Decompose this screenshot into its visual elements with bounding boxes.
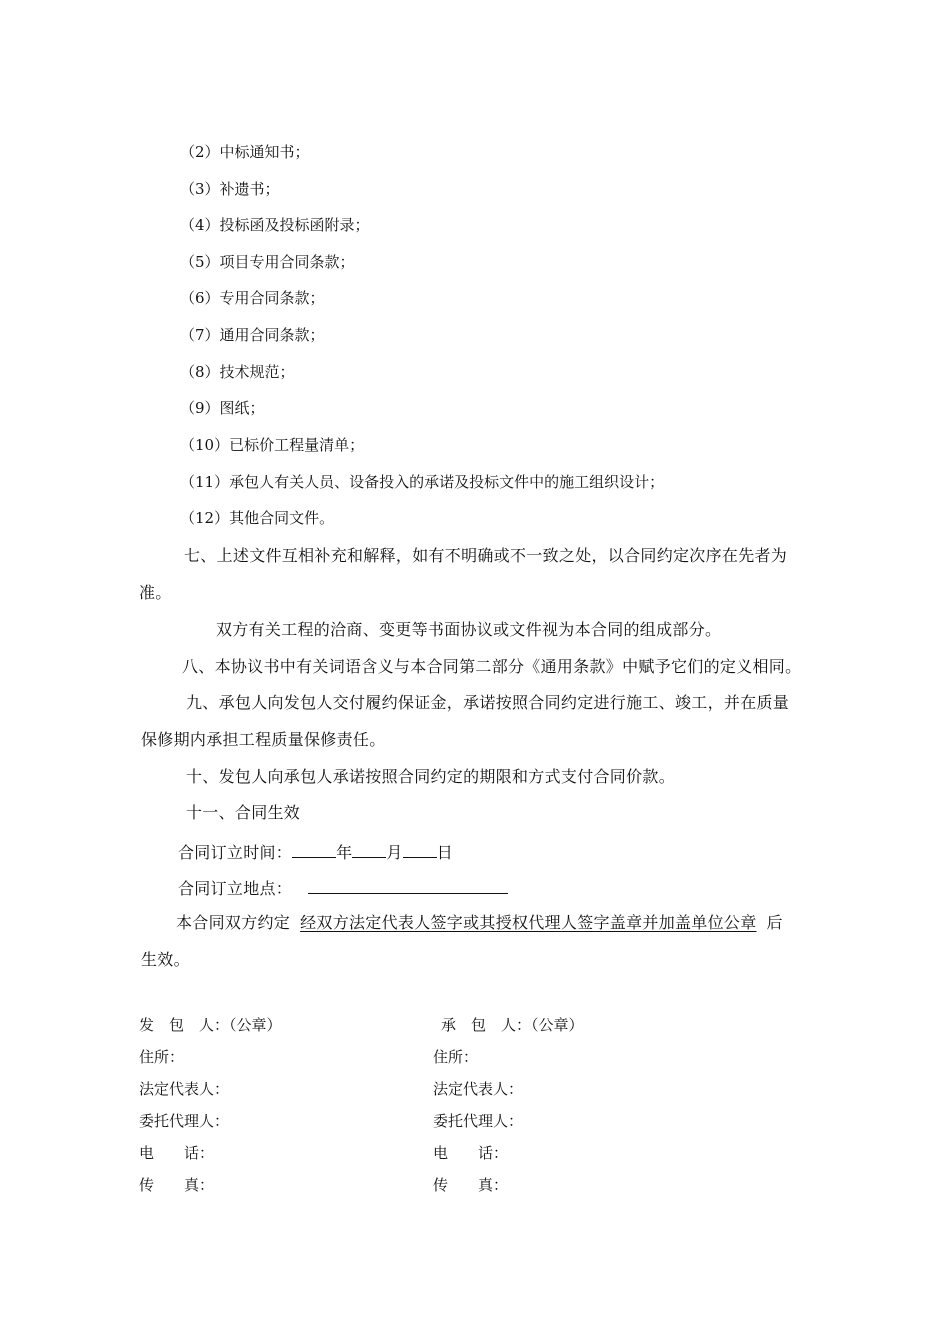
clause-seven-line1: 七、上述文件互相补充和解释，如有不明确或不一致之处，以合同约定次序在先者为 [184,546,788,565]
party-b-title: 承 包 人：（公章） [441,1016,584,1034]
list-item-2: （2）中标通知书； [180,143,310,161]
effect-line1 [176,913,783,933]
month-label: 月 [386,843,403,862]
party-a-legal-rep: 法定代表人： [139,1080,230,1098]
party-b-agent: 委托代理人： [433,1112,524,1130]
signing-time-row [178,840,453,863]
list-item-7: （7）通用合同条款； [180,326,325,344]
party-b-legal-rep: 法定代表人： [433,1080,524,1098]
list-item-4: （4）投标函及投标函附录； [180,216,370,234]
clause-nine-line1: 九、承包人向发包人交付履约保证金，承诺按照合同约定进行施工、竣工，并在质量 [186,693,790,712]
clause-seven-line2: 准。 [139,583,172,602]
day-blank[interactable] [403,840,437,858]
effect-suffix: 后 [766,913,783,932]
clause-eleven: 十一、合同生效 [186,803,301,822]
signing-place-row [178,876,508,899]
party-a-title: 发 包 人：（公章） [139,1016,282,1034]
list-item-11: （11）承包人有关人员、设备投入的承诺及投标文件中的施工组织设计； [180,473,665,491]
party-a-agent: 委托代理人： [139,1112,230,1130]
month-blank[interactable] [352,840,386,858]
place-blank[interactable] [308,876,508,894]
day-label: 日 [436,843,454,862]
effect-prefix: 本合同双方约定 [176,913,291,932]
clause-eight: 八、本协议书中有关词语含义与本合同第二部分《通用条款》中赋予它们的定义相同。 [182,657,802,676]
clause-nine-line2: 保修期内承担工程质量保修责任。 [141,730,386,749]
effect-condition: 经双方法定代表人签字或其授权代理人签字盖章并加盖单位公章 [300,913,757,932]
party-b-fax: 传 真： [433,1176,509,1194]
list-item-8: （8）技术规范； [180,363,295,381]
list-item-12: （12）其他合同文件。 [180,509,335,527]
signing-place-label: 合同订立地点： [178,879,293,898]
party-b-address: 住所： [433,1048,479,1066]
list-item-5: （5）项目专用合同条款； [180,253,355,271]
party-a-fax: 传 真： [139,1176,215,1194]
party-a-phone: 电 话： [139,1144,215,1162]
year-blank[interactable] [292,840,336,858]
list-item-10: （10）已标价工程量清单； [180,436,365,454]
effect-line2: 生效。 [141,950,190,969]
clause-supplement: 双方有关工程的洽商、变更等书面协议或文件视为本合同的组成部分。 [216,620,722,639]
party-b-phone: 电 话： [433,1144,509,1162]
year-label: 年 [336,843,353,862]
list-item-3: （3）补遗书； [180,180,280,198]
signing-time-label: 合同订立时间： [178,843,293,862]
party-a-address: 住所： [139,1048,185,1066]
list-item-9: （9）图纸； [180,399,265,417]
clause-ten: 十、发包人向承包人承诺按照合同约定的期限和方式支付合同价款。 [186,767,676,786]
list-item-6: （6）专用合同条款； [180,289,325,307]
